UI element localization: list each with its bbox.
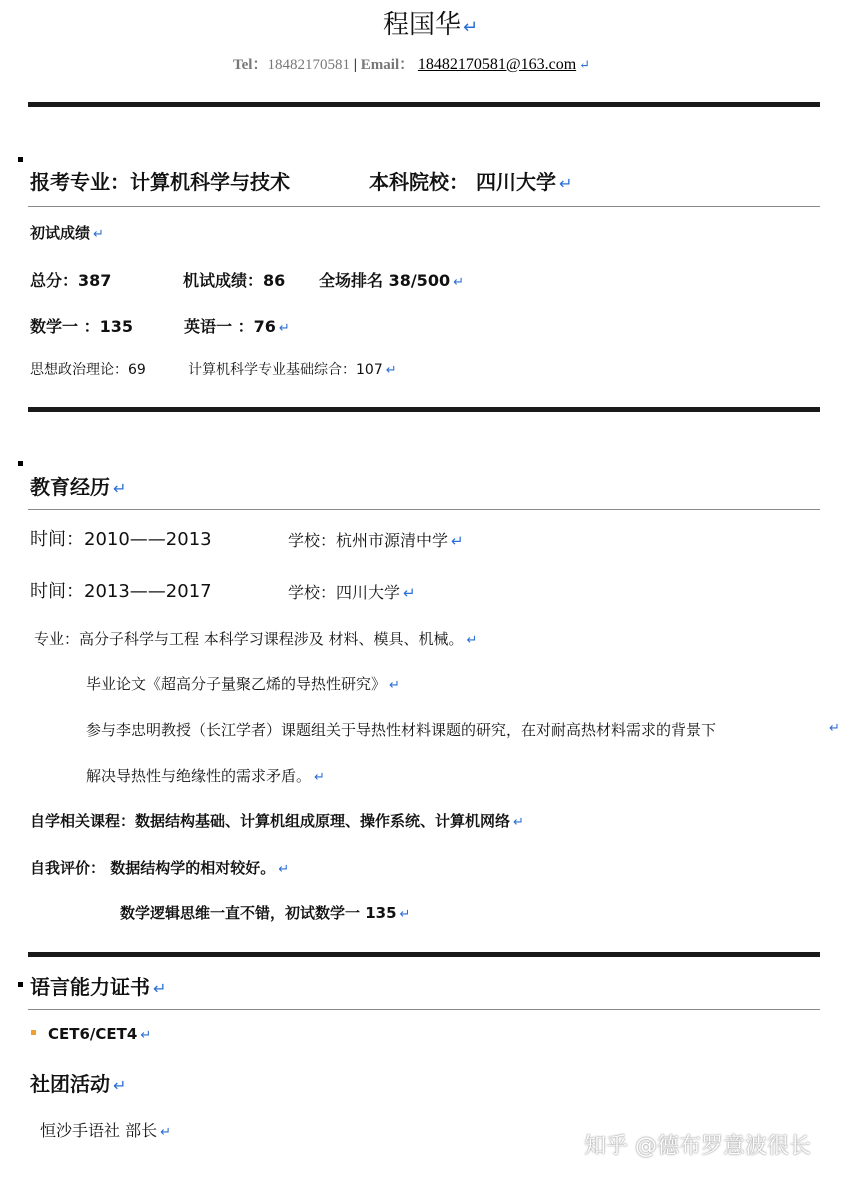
edu-school-2: 学校：四川大学 ↵ [288, 583, 416, 602]
return-mark-icon: ↵ [579, 57, 591, 72]
return-mark-icon: ↵ [113, 479, 127, 498]
total-score: 总分：387 [30, 271, 112, 290]
watermark: 知乎 @德布罗意波很长 [584, 1134, 811, 1159]
return-mark-icon: ↵ [399, 907, 411, 922]
thesis: 毕业论文《超高分子量聚乙烯的导热性研究》 ↵ [86, 675, 400, 693]
return-mark-icon: ↵ [314, 770, 325, 785]
return-mark-icon: ↵ [278, 321, 290, 336]
return-mark-icon: ↵ [513, 815, 524, 830]
section-divider [28, 102, 820, 107]
return-mark-icon: ↵ [93, 227, 104, 242]
english-score: 英语一 ：76 ↵ [184, 317, 290, 336]
edu-period-2: 时间：2013——2017 [30, 581, 212, 602]
resume-name: 程国华 ↵ [383, 10, 479, 40]
project-line-2: 解决导热性与绝缘性的需求矛盾。 ↵ [86, 767, 325, 785]
bullet-icon [18, 982, 23, 987]
tel-label: Tel： [233, 57, 268, 73]
self-study: 自学相关课程：数据结构基础、计算机组成原理、操作系统、计算机网络 ↵ [30, 812, 524, 830]
bullet-icon [18, 157, 23, 162]
school-heading: 本科院校： 四川大学 ↵ [369, 170, 573, 194]
return-mark-icon: ↵ [160, 1125, 171, 1140]
return-mark-icon: ↵ [829, 721, 840, 736]
return-mark-icon: ↵ [153, 979, 167, 998]
separator: | [349, 57, 361, 73]
return-mark-icon: ↵ [466, 633, 478, 648]
education-title: 教育经历 ↵ [30, 475, 127, 499]
return-mark-icon: ↵ [389, 678, 400, 693]
return-mark-icon: ↵ [140, 1028, 152, 1043]
return-mark-icon: ↵ [558, 174, 573, 193]
cs-score: 计算机科学专业基础综合：107 ↵ [188, 362, 397, 378]
math-score: 数学一 ：135 [30, 317, 133, 336]
return-mark-icon: ↵ [278, 862, 290, 877]
return-mark-icon: ↵ [463, 17, 479, 38]
return-mark-icon: ↵ [453, 275, 464, 290]
return-mark-icon: ↵ [385, 363, 397, 378]
major-heading: 报考专业：计算机科学与技术 [30, 170, 290, 194]
edu-major: 专业：高分子科学与工程 本科学习课程涉及 材料、模具、机械。 ↵ [34, 630, 478, 648]
self-evaluation: 自我评价： 数据结构学的相对较好。 ↵ [30, 859, 290, 877]
orange-bullet-icon [31, 1030, 36, 1035]
return-mark-icon: ↵ [451, 532, 464, 550]
language-cert: CET6/CET4 ↵ [48, 1025, 152, 1043]
self-evaluation-2: 数学逻辑思维一直不错，初试数学一 135 ↵ [120, 904, 411, 922]
return-mark-icon: ↵ [403, 584, 416, 602]
clubs-title: 社团活动 ↵ [30, 1072, 127, 1096]
email-link[interactable]: 18482170581@163.com [417, 56, 577, 73]
edu-school-1: 学校：杭州市源清中学 ↵ [288, 531, 464, 550]
heading-underline [28, 206, 820, 207]
heading-underline [28, 1009, 820, 1010]
tel-value: 18482170581 [267, 57, 350, 73]
section-divider [28, 407, 820, 412]
machine-score: 机试成绩：86 [183, 271, 286, 290]
edu-period-1: 时间：2010——2013 [30, 529, 212, 550]
bullet-icon [18, 461, 23, 466]
rank: 全场排名 38/500 ↵ [319, 271, 464, 290]
project-line-1: 参与李忠明教授（长江学者）课题组关于导热性材料课题的研究，在对耐高热材料需求的背景下 [86, 721, 717, 739]
club-item: 恒沙手语社 部长 ↵ [40, 1121, 171, 1140]
return-mark-icon: ↵ [113, 1076, 127, 1095]
politics-score: 思想政治理论：69 [30, 362, 146, 378]
scores-title: 初试成绩 ↵ [30, 224, 104, 242]
language-title: 语言能力证书 ↵ [30, 975, 167, 999]
contact-line [233, 53, 590, 74]
section-divider [28, 952, 820, 957]
heading-underline [28, 509, 820, 510]
email-label: Email： [360, 57, 415, 73]
